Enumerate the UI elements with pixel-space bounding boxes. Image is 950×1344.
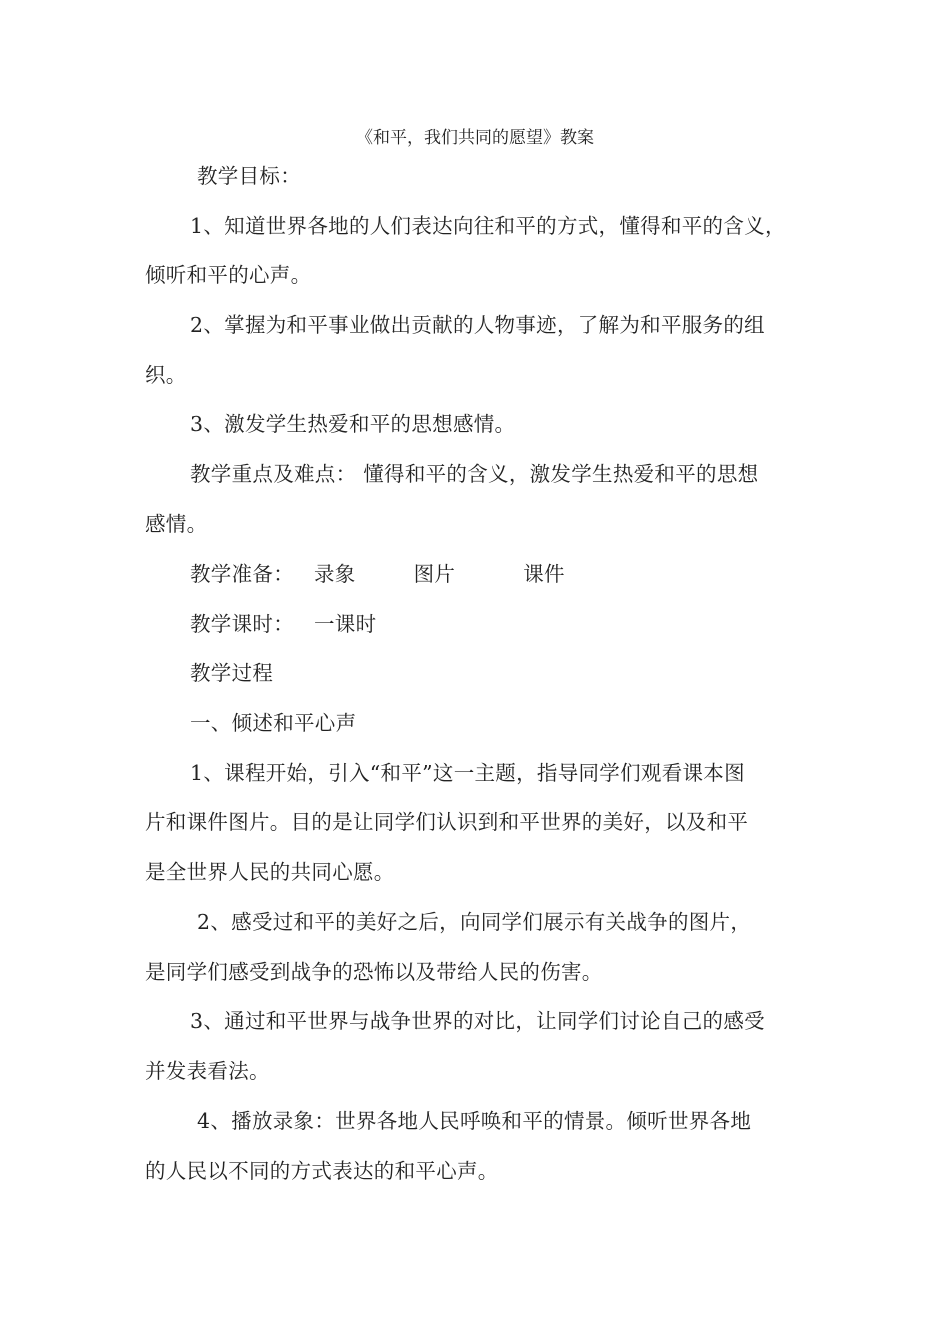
step-3-line-1: 3、通过和平世界与战争世界的对比，让同学们讨论自己的感受 <box>190 1009 765 1033</box>
preparation-item-pictures: 图片 <box>413 562 456 586</box>
step-2-line-1: 2、感受过和平的美好之后，向同学们展示有关战争的图片， <box>197 910 752 934</box>
preparation-item-courseware: 课件 <box>523 562 565 586</box>
keypoints-line-1: 教学重点及难点： 懂得和平的含义，激发学生热爱和平的思想 <box>190 462 759 486</box>
process-heading: 教学过程 <box>190 661 274 685</box>
objective-1-line-2: 倾听和平的心声。 <box>145 263 312 287</box>
step-4-line-1: 4、播放录象：世界各地人民呼唤和平的情景。倾听世界各地 <box>197 1109 752 1133</box>
preparation-label: 教学准备： <box>190 562 294 586</box>
class-hours-label: 教学课时： <box>190 612 294 636</box>
class-hours-line <box>190 609 376 639</box>
objectives-heading: 教学目标： <box>197 164 301 188</box>
objective-2-line-1: 2、掌握为和平事业做出贡献的人物事迹，了解为和平服务的组 <box>190 313 765 337</box>
document-title: 《和平，我们共同的愿望》教案 <box>356 128 594 148</box>
preparation-line <box>190 559 565 589</box>
objective-3-line: 3、激发学生热爱和平的思想感情。 <box>190 412 516 436</box>
class-hours-value: 一课时 <box>314 612 377 636</box>
objective-2-line-2: 织。 <box>145 363 187 387</box>
step-3-line-2: 并发表看法。 <box>145 1059 270 1083</box>
step-1-line-2: 片和课件图片。目的是让同学们认识到和平世界的美好，以及和平 <box>145 810 749 834</box>
objective-1-line-1: 1、知道世界各地的人们表达向往和平的方式，懂得和平的含义， <box>190 214 786 238</box>
step-1-line-1: 1、课程开始，引入“和平”这一主题，指导同学们观看课本图 <box>190 761 745 785</box>
preparation-item-video: 录象 <box>314 562 356 586</box>
keypoints-line-2: 感情。 <box>145 512 208 536</box>
section-1-heading: 一、倾述和平心声 <box>190 711 357 735</box>
step-1-line-3: 是全世界人民的共同心愿。 <box>145 860 395 884</box>
step-2-line-2: 是同学们感受到战争的恐怖以及带给人民的伤害。 <box>145 960 603 984</box>
step-4-line-2: 的人民以不同的方式表达的和平心声。 <box>145 1159 499 1183</box>
